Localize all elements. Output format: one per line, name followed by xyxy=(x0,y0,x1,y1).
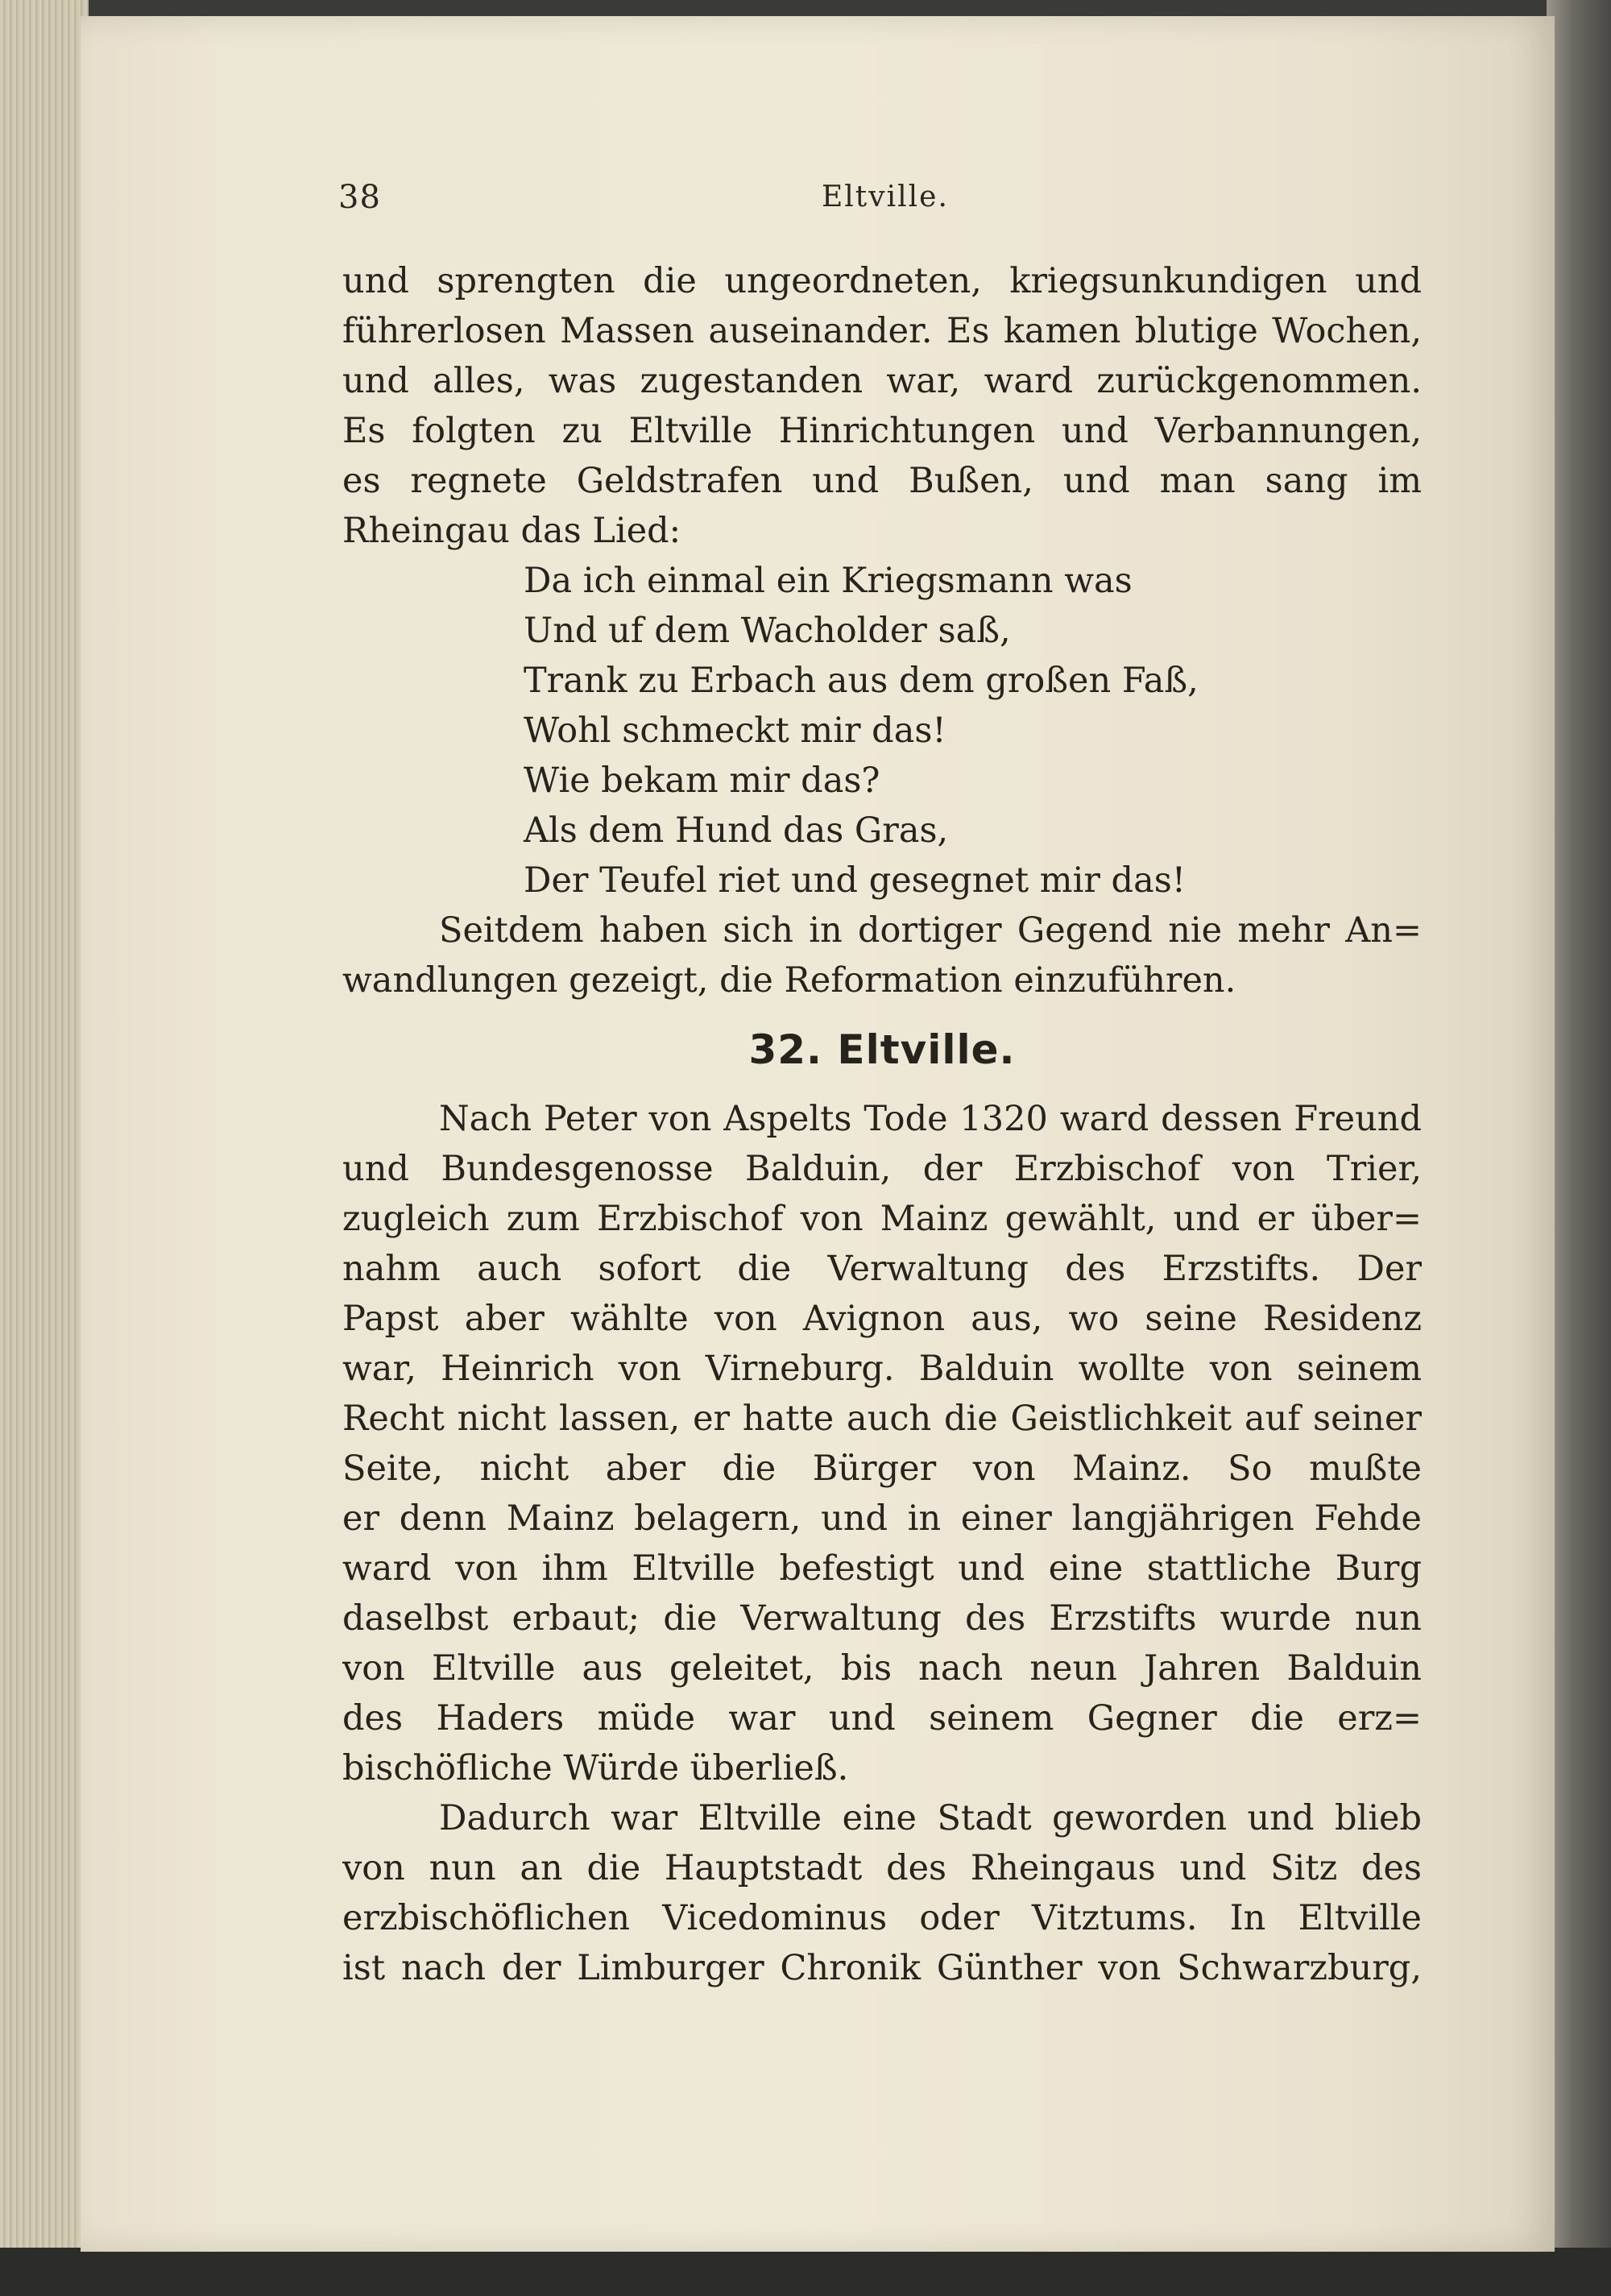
page-number: 38 xyxy=(338,179,381,216)
text-line: erzbischöflichen Vicedominus oder Vitztums. In Eltville xyxy=(342,1898,1422,1938)
verse-line: Wie bekam mir das? xyxy=(524,760,880,801)
text-line: zugleich zum Erzbischof von Mainz gewählt, und er über= xyxy=(342,1199,1422,1239)
text-line: Recht nicht lassen, er hatte auch die Geistlichkeit auf seiner xyxy=(342,1399,1422,1439)
text-line: daselbst erbaut; die Verwaltung des Erzstifts wurde nun xyxy=(342,1598,1422,1639)
text-line: war, Heinrich von Virneburg. Balduin wollte von seinem xyxy=(342,1349,1422,1389)
text-line: bischöfliche Würde überließ. xyxy=(342,1748,849,1788)
paragraph-seitdem xyxy=(342,906,1422,1005)
text-line: Es folgten zu Eltville Hinrichtungen und Verbannungen, xyxy=(342,411,1422,451)
text-line: und Bundesgenosse Balduin, der Erzbischof von Trier, xyxy=(342,1149,1422,1189)
verse-line: Der Teufel riet und gesegnet mir das! xyxy=(524,860,1187,901)
text-line: er denn Mainz belagern, und in einer langjährigen Fehde xyxy=(342,1498,1422,1539)
text-line: von Eltville aus geleitet, bis nach neun Jahren Balduin xyxy=(342,1648,1422,1689)
page-stack-edge xyxy=(0,0,89,2256)
text-line: Seitdem haben sich in dortiger Gegend nie mehr An= xyxy=(439,910,1422,951)
text-line: Nach Peter von Aspelts Tode 1320 ward dessen Freund xyxy=(439,1099,1422,1139)
text-line: ist nach der Limburger Chronik Günther von Schwarzburg, xyxy=(342,1948,1422,1988)
verse-line: Trank zu Erbach aus dem großen Faß, xyxy=(524,661,1199,701)
text-line: Seite, nicht aber die Bürger von Mainz. So mußte xyxy=(342,1448,1422,1489)
verse-block xyxy=(342,556,1422,906)
text-line: des Haders müde war und seinem Gegner die erz= xyxy=(342,1698,1422,1739)
page-body xyxy=(342,256,1422,1993)
scan-background xyxy=(0,2248,1611,2296)
verse-line: Wohl schmeckt mir das! xyxy=(524,711,946,751)
book-binding-gutter xyxy=(1547,0,1611,2296)
text-line: Papst aber wählte von Avignon aus, wo seine Residenz xyxy=(342,1299,1422,1339)
verse-line: Und uf dem Wacholder saß, xyxy=(524,611,1011,651)
text-line: Dadurch war Eltville eine Stadt geworden und blieb xyxy=(439,1798,1422,1838)
text-line: Rheingau das Lied: xyxy=(342,511,681,551)
text-line: wandlungen gezeigt, die Reformation einzuführen. xyxy=(342,960,1236,1001)
paragraph-dadurch xyxy=(342,1793,1422,1993)
verse-line: Als dem Hund das Gras, xyxy=(524,810,949,851)
section-heading: 32. Eltville. xyxy=(748,1026,1016,1073)
text-line: nahm auch sofort die Verwaltung des Erzstifts. Der xyxy=(342,1249,1422,1289)
text-line: und sprengten die ungeordneten, kriegsunkundigen und xyxy=(342,261,1422,301)
running-title: Eltville. xyxy=(822,180,949,213)
text-line: führerlosen Massen auseinander. Es kamen blutige Wochen, xyxy=(342,311,1422,351)
text-line: es regnete Geldstrafen und Bußen, und man sang im xyxy=(342,461,1422,501)
verse-line: Da ich einmal ein Kriegsmann was xyxy=(524,561,1133,601)
text-line: von nun an die Hauptstadt des Rheingaus und Sitz des xyxy=(342,1848,1422,1888)
page-header xyxy=(338,179,1418,224)
text-line: ward von ihm Eltville befestigt und eine stattliche Burg xyxy=(342,1548,1422,1589)
paragraph-continuation xyxy=(342,256,1422,556)
text-line: und alles, was zugestanden war, ward zurückgenommen. xyxy=(342,361,1422,401)
paragraph-nach-peter xyxy=(342,1094,1422,1793)
